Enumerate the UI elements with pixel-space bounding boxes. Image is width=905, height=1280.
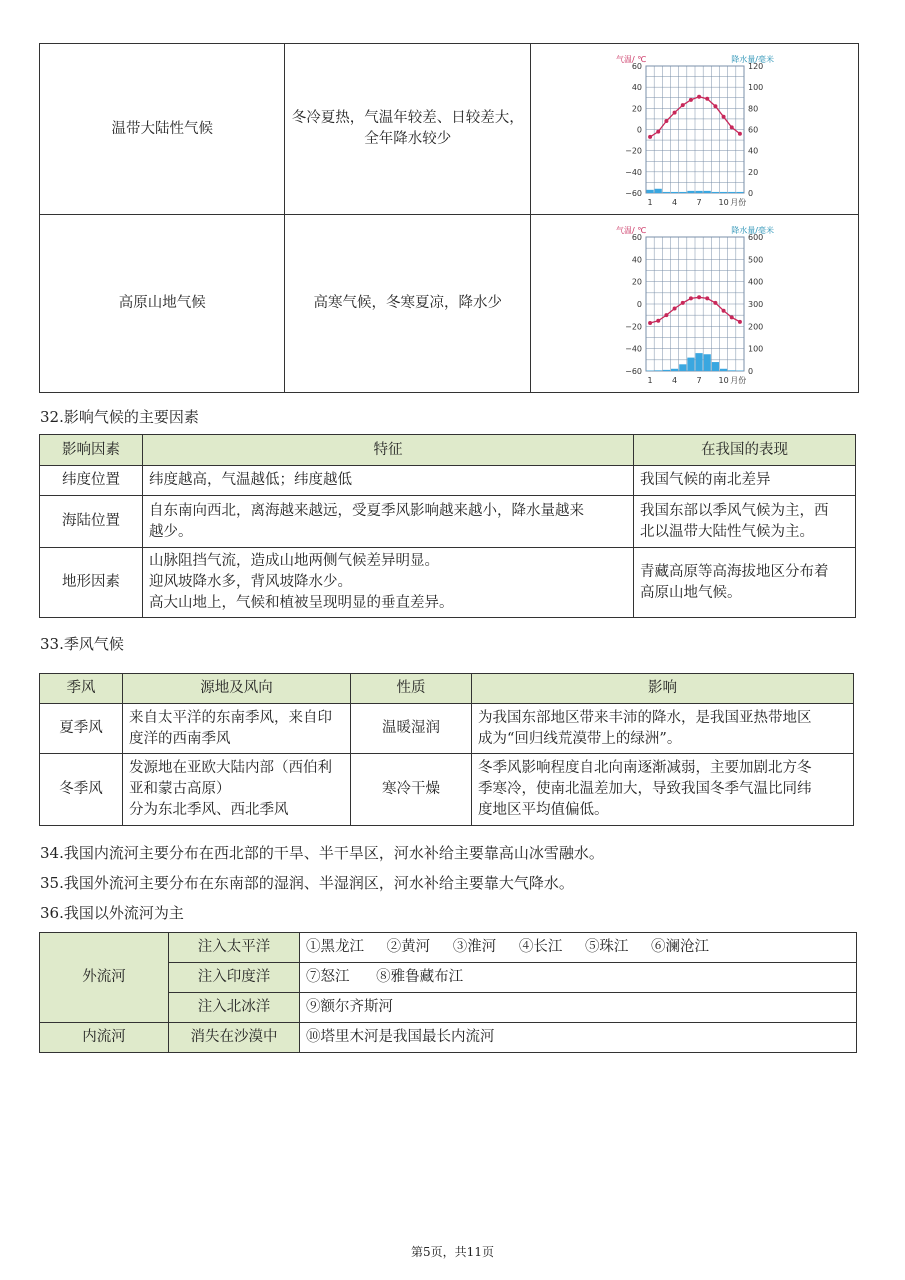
x-tick-label: 4 bbox=[672, 376, 678, 385]
precip-bar bbox=[712, 362, 719, 371]
cell-line: 季寒冷，使南北温差加大，导致我国冬季气温比同纬 bbox=[478, 781, 812, 797]
right-tick-label: 600 bbox=[748, 233, 764, 242]
destination-cell: 注入北冰洋 bbox=[169, 993, 300, 1023]
precip-bar bbox=[728, 192, 735, 193]
china-cell bbox=[634, 466, 856, 496]
temperature-point bbox=[722, 309, 726, 313]
x-tick-label: 1 bbox=[647, 376, 653, 385]
precip-bar bbox=[663, 192, 670, 193]
temperature-point bbox=[689, 98, 693, 102]
precip-bar bbox=[663, 370, 670, 371]
col-header: 性质 bbox=[351, 674, 472, 704]
precip-bar bbox=[647, 190, 654, 193]
precip-bar bbox=[671, 369, 678, 371]
x-tick-label: 4 bbox=[672, 198, 678, 207]
temperature-point bbox=[705, 97, 709, 101]
precip-bar bbox=[696, 191, 703, 193]
section-34-text: 34.我国内流河主要分布在西北部的干旱、半干旱区，河水补给主要靠高山冰雪融水。 bbox=[40, 844, 604, 862]
col-header: 源地及风向 bbox=[123, 674, 351, 704]
cell-line: 度洋的西南季风 bbox=[129, 730, 231, 747]
precip-bar bbox=[687, 191, 694, 193]
cell-line: 发源地在亚欧大陆内部（西伯利 bbox=[129, 760, 332, 776]
precip-bar bbox=[671, 192, 678, 193]
col-header: 在我国的表现 bbox=[634, 435, 856, 466]
temperature-point bbox=[673, 111, 677, 115]
precip-bar bbox=[655, 370, 662, 371]
cell-line: 纬度越高，气温越低；纬度越低 bbox=[149, 472, 352, 488]
temperature-point bbox=[664, 313, 668, 317]
col-header: 影响 bbox=[472, 674, 854, 704]
factor-cell: 纬度位置 bbox=[40, 466, 143, 496]
precip-bar bbox=[679, 364, 686, 371]
left-tick-label: −20 bbox=[625, 322, 642, 332]
temperature-point bbox=[697, 95, 701, 99]
table-row bbox=[40, 548, 856, 618]
cell-line: 高原山地气候。 bbox=[640, 584, 742, 601]
cell-line: 越少。 bbox=[149, 523, 193, 540]
cell-line: 高大山地上，气候和植被呈现明显的垂直差异。 bbox=[149, 595, 454, 611]
monsoon-name: 夏季风 bbox=[40, 704, 123, 754]
climate-desc bbox=[285, 44, 531, 215]
table-header-row bbox=[40, 435, 856, 466]
climate-table bbox=[39, 43, 859, 393]
table-row bbox=[40, 704, 854, 754]
cell-line: 分为东北季风、西北季风 bbox=[129, 802, 289, 818]
right-tick-label: 0 bbox=[748, 189, 754, 198]
factors-table bbox=[39, 434, 856, 618]
left-axis-title: 气温/ ℃ bbox=[616, 226, 647, 235]
temperature-point bbox=[730, 315, 734, 319]
precip-bar bbox=[728, 370, 735, 371]
source-cell bbox=[123, 704, 351, 754]
temperature-point bbox=[648, 321, 652, 325]
temperature-point bbox=[713, 301, 717, 305]
precip-bar bbox=[720, 369, 727, 371]
destination-cell: 注入太平洋 bbox=[169, 933, 300, 963]
table-row bbox=[40, 754, 854, 826]
cell-line: 自东南向西北，离海越来越远，受夏季风影响越来越小，降水量越来 bbox=[149, 502, 584, 519]
left-tick-label: 40 bbox=[631, 255, 642, 265]
river-name: ②黄河 bbox=[386, 939, 431, 955]
x-tick-label: 10 bbox=[718, 198, 729, 207]
left-tick-label: 0 bbox=[636, 300, 642, 309]
x-axis-title: 月份 bbox=[730, 198, 747, 207]
climate-chart-continental bbox=[532, 45, 857, 213]
section-35-text: 35.我国外流河主要分布在东南部的湿润、半湿润区，河水补给主要靠大气降水。 bbox=[40, 874, 574, 892]
temperature-point bbox=[738, 320, 742, 324]
temperature-point bbox=[656, 319, 660, 323]
climate-chart-plateau bbox=[532, 216, 857, 391]
table-row bbox=[40, 215, 859, 393]
right-tick-label: 60 bbox=[748, 125, 759, 135]
factor-cell: 海陆位置 bbox=[40, 496, 143, 548]
left-axis-title: 气温/ ℃ bbox=[616, 55, 647, 64]
rivers-cell bbox=[300, 933, 857, 963]
nature-cell: 寒冷干燥 bbox=[351, 754, 472, 826]
left-tick-label: 60 bbox=[631, 62, 642, 71]
left-tick-label: 60 bbox=[631, 233, 642, 242]
river-name: ⑩塔里木河是我国最长内流河 bbox=[306, 1029, 495, 1045]
rivers-cell bbox=[300, 993, 857, 1023]
cell-line: 青藏高原等高海拔地区分布着 bbox=[640, 563, 829, 580]
table-header-row bbox=[40, 674, 854, 704]
left-tick-label: −40 bbox=[625, 344, 642, 354]
table-row bbox=[40, 466, 856, 496]
right-tick-label: 400 bbox=[748, 277, 764, 287]
temperature-point bbox=[673, 306, 677, 310]
river-name: ⑨额尔齐斯河 bbox=[306, 999, 393, 1015]
river-name: ④长江 bbox=[518, 939, 563, 955]
temperature-point bbox=[689, 296, 693, 300]
left-tick-label: −60 bbox=[625, 189, 642, 198]
table-row bbox=[40, 1023, 857, 1053]
col-header: 影响因素 bbox=[40, 435, 143, 466]
col-header: 特征 bbox=[143, 435, 634, 466]
monsoon-table bbox=[39, 673, 854, 826]
temperature-point bbox=[722, 115, 726, 119]
climate-name: 温带大陆性气候 bbox=[40, 44, 285, 215]
table-row bbox=[40, 933, 857, 963]
china-cell bbox=[634, 496, 856, 548]
left-tick-label: 20 bbox=[631, 104, 642, 114]
page-footer: 第5页，共11页 bbox=[411, 1245, 494, 1259]
cell-line: 山脉阻挡气流，造成山地两侧气候差异明显。 bbox=[149, 553, 439, 569]
destination-cell: 消失在沙漠中 bbox=[169, 1023, 300, 1053]
inflow-label: 内流河 bbox=[40, 1023, 169, 1053]
table-row bbox=[40, 44, 859, 215]
outflow-label: 外流河 bbox=[40, 933, 169, 1023]
section-32-title: 32.影响气候的主要因素 bbox=[40, 408, 199, 426]
cell-line: 我国东部以季风气候为主，西 bbox=[640, 502, 829, 519]
left-tick-label: 40 bbox=[631, 83, 642, 93]
precip-bar bbox=[720, 192, 727, 193]
climate-desc bbox=[285, 215, 531, 393]
right-tick-label: 80 bbox=[748, 104, 759, 114]
left-tick-label: −40 bbox=[625, 167, 642, 177]
river-name: ①黑龙江 bbox=[306, 939, 364, 955]
river-name: ⑧雅鲁藏布江 bbox=[376, 969, 464, 985]
x-tick-label: 10 bbox=[718, 376, 729, 385]
right-tick-label: 40 bbox=[748, 146, 759, 156]
precip-bar bbox=[679, 192, 686, 193]
nature-cell: 温暖湿润 bbox=[351, 704, 472, 754]
climate-name: 高原山地气候 bbox=[40, 215, 285, 393]
right-tick-label: 100 bbox=[748, 344, 764, 354]
river-name: ⑥澜沧江 bbox=[651, 939, 710, 955]
left-tick-label: 0 bbox=[636, 125, 642, 135]
precip-bar bbox=[696, 353, 703, 371]
rivers-cell bbox=[300, 1023, 857, 1053]
precip-bar bbox=[712, 192, 719, 193]
x-tick-label: 7 bbox=[696, 198, 702, 207]
col-header: 季风 bbox=[40, 674, 123, 704]
precip-bar bbox=[704, 191, 711, 193]
desc-line: 高寒气候，冬寒夏凉，降水少 bbox=[313, 295, 502, 311]
effect-cell bbox=[472, 704, 854, 754]
temperature-point bbox=[681, 103, 685, 107]
x-tick-label: 7 bbox=[696, 376, 702, 385]
cell-line: 为我国东部地区带来丰沛的降水，是我国亚热带地区 bbox=[478, 709, 812, 726]
temperature-point bbox=[705, 296, 709, 300]
chart-cell bbox=[531, 44, 859, 215]
cell-line: 度地区平均值偏低。 bbox=[478, 802, 609, 818]
cell-line: 成为“回归线荒漠带上的绿洲”。 bbox=[478, 730, 682, 747]
factor-cell: 地形因素 bbox=[40, 548, 143, 618]
cell-line: 北以温带大陆性气候为主。 bbox=[640, 523, 814, 540]
precip-bar bbox=[704, 354, 711, 371]
section-36-title: 36.我国以外流河为主 bbox=[40, 904, 184, 922]
rivers-cell bbox=[300, 963, 857, 993]
left-tick-label: 20 bbox=[631, 277, 642, 287]
right-tick-label: 20 bbox=[748, 167, 759, 177]
right-tick-label: 500 bbox=[748, 255, 764, 265]
monsoon-name: 冬季风 bbox=[40, 754, 123, 826]
source-cell bbox=[123, 754, 351, 826]
river-name: ⑦怒江 bbox=[306, 969, 350, 985]
precip-bar bbox=[736, 192, 743, 193]
feature-cell bbox=[143, 548, 634, 618]
right-axis-title: 降水量/毫米 bbox=[731, 226, 774, 235]
right-tick-label: 200 bbox=[748, 322, 764, 332]
section-33-title: 33.季风气候 bbox=[40, 635, 124, 653]
temperature-point bbox=[713, 104, 717, 108]
table-row bbox=[40, 496, 856, 548]
feature-cell bbox=[143, 496, 634, 548]
x-axis-title: 月份 bbox=[730, 376, 747, 385]
desc-line: 全年降水较少 bbox=[364, 131, 452, 147]
feature-cell bbox=[143, 466, 634, 496]
temperature-point bbox=[730, 125, 734, 129]
cell-line: 冬季风影响程度自北向南逐渐减弱，主要加剧北方冬 bbox=[478, 760, 812, 776]
destination-cell: 注入印度洋 bbox=[169, 963, 300, 993]
x-tick-label: 1 bbox=[647, 198, 653, 207]
right-tick-label: 0 bbox=[748, 367, 754, 376]
temperature-point bbox=[697, 295, 701, 299]
right-tick-label: 120 bbox=[748, 62, 764, 71]
china-cell bbox=[634, 548, 856, 618]
desc-line: 冬冷夏热，气温年较差、日较差大， bbox=[291, 110, 524, 126]
temperature-point bbox=[648, 135, 652, 139]
temperature-point bbox=[738, 132, 742, 136]
rivers-table bbox=[39, 932, 857, 1053]
river-name: ③淮河 bbox=[452, 939, 497, 955]
right-tick-label: 300 bbox=[748, 300, 764, 309]
effect-cell bbox=[472, 754, 854, 826]
river-name: ⑤珠江 bbox=[584, 939, 629, 955]
left-tick-label: −20 bbox=[625, 146, 642, 156]
cell-line: 来自太平洋的东南季风，来自印 bbox=[129, 709, 332, 726]
precip-bar bbox=[687, 358, 694, 371]
chart-cell bbox=[531, 215, 859, 393]
cell-line: 迎风坡降水多，背风坡降水少。 bbox=[149, 574, 352, 590]
precip-bar bbox=[655, 189, 662, 193]
cell-line: 亚和蒙古高原） bbox=[129, 781, 231, 797]
temperature-point bbox=[664, 119, 668, 123]
left-tick-label: −60 bbox=[625, 367, 642, 376]
temperature-point bbox=[681, 301, 685, 305]
right-axis-title: 降水量/毫米 bbox=[731, 55, 774, 64]
right-tick-label: 100 bbox=[748, 83, 764, 93]
cell-line: 我国气候的南北差异 bbox=[640, 472, 771, 488]
temperature-point bbox=[656, 130, 660, 134]
